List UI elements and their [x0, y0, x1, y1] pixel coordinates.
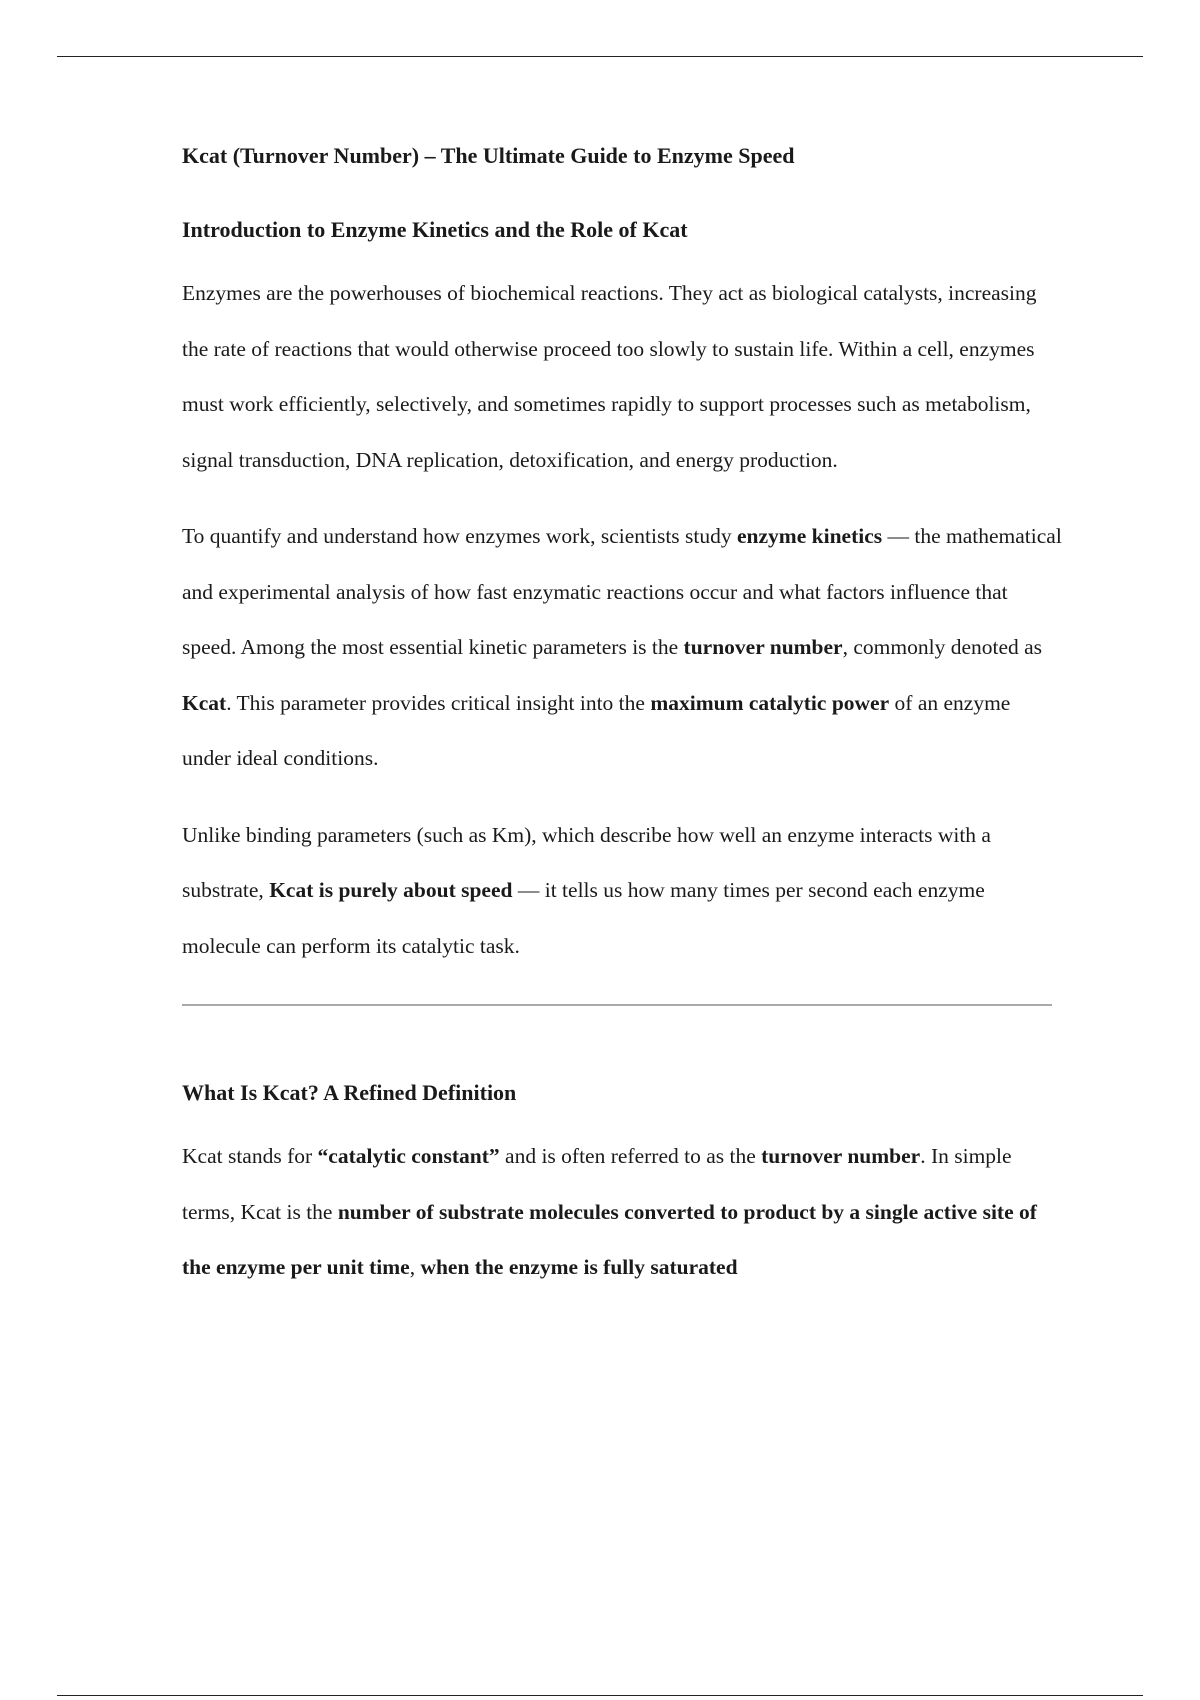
- document-title: Kcat (Turnover Number) – The Ultimate Guide to Enzyme Speed: [182, 143, 795, 168]
- paragraph-kcat-definition: [182, 1129, 1062, 1296]
- bold-term-catalytic-constant: “catalytic constant”: [317, 1144, 500, 1168]
- bold-term-turnover-number-2: turnover number: [761, 1144, 921, 1168]
- text-run: To quantify and understand how enzymes work, scientists study: [182, 524, 738, 548]
- section-heading-definition: What Is Kcat? A Refined Definition: [182, 1080, 517, 1105]
- text-run: ,: [409, 1255, 421, 1279]
- bold-term-enzyme-kinetics: enzyme kinetics: [737, 524, 883, 548]
- text-run: , commonly denoted as: [842, 635, 1043, 659]
- document-body: [182, 141, 1062, 1296]
- section-heading-introduction: Introduction to Enzyme Kinetics and the Role of Kcat: [182, 217, 688, 242]
- paragraph-enzyme-kinetics: [182, 509, 1062, 787]
- text-run: — it tells us how many times per second each enzyme molecule can perform its catalytic task.: [182, 878, 985, 958]
- spacer: [182, 1006, 1062, 1078]
- bold-term-max-catalytic-power: maximum catalytic power: [650, 690, 890, 715]
- bold-term-kcat: Kcat: [182, 690, 227, 715]
- text-run: . In simple terms, Kcat is the: [182, 1144, 1012, 1224]
- text-run: — the mathematical and experimental analysis of how fast enzymatic reactions occur and what factors influence that speed. Among the most essential kinetic parameters is the: [182, 524, 1062, 659]
- text-run: and is often referred to as the: [499, 1144, 762, 1168]
- text-run: . This parameter provides critical insight into the: [226, 690, 651, 715]
- bold-term-turnover-number: turnover number: [683, 635, 843, 659]
- page-bottom-rule: [57, 1695, 1143, 1696]
- page-top-rule: [57, 56, 1143, 57]
- text-run: Kcat stands for: [182, 1144, 318, 1168]
- paragraph-enzymes-intro: Enzymes are the powerhouses of biochemical reactions. They act as biological catalysts, increasing the rate of reactions that would otherwise proceed too slowly to sustain life. Within a cell, enzymes must work efficiently, selectively, and sometimes rapidly to support processes such as metabolism, signal transduction, DNA replication, detoxification, and energy production.: [182, 281, 1037, 472]
- bold-phrase-definition: number of substrate molecules converted to product by a single active site of the enzyme per unit time: [182, 1199, 1037, 1279]
- bold-phrase-saturated: when the enzyme is fully saturated: [420, 1255, 738, 1279]
- text-run: Unlike binding parameters (such as Km), which describe how well an enzyme interacts with a substrate,: [182, 822, 991, 902]
- paragraph-kcat-speed: [182, 808, 1062, 975]
- bold-phrase-kcat-speed: Kcat is purely about speed: [269, 878, 513, 902]
- text-run: of an enzyme under ideal conditions.: [182, 690, 1011, 770]
